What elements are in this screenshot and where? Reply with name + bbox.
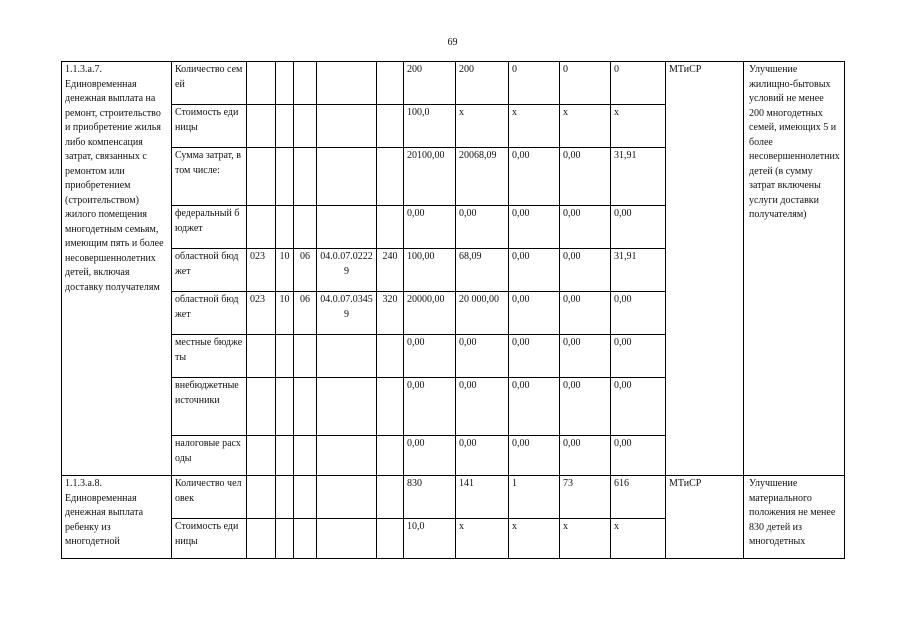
budget-code-cell <box>317 62 377 105</box>
budget-code-cell <box>247 148 276 206</box>
value-cell: 20000,00 <box>404 292 456 335</box>
value-cell: 68,09 <box>456 249 509 292</box>
budget-code-cell <box>294 436 317 476</box>
budget-code-cell <box>294 378 317 436</box>
budget-code-cell <box>377 335 404 378</box>
budget-code-cell <box>377 436 404 476</box>
budget-code-cell <box>247 519 276 559</box>
budget-code-cell <box>294 105 317 148</box>
budget-code-cell <box>317 519 377 559</box>
indicator-cell: налоговые расходы <box>172 436 247 476</box>
measure-description: 1.1.3.а.7. Единовременная денежная выплата на ремонт, строительство и приобретение жилья либо компенсация затрат, связанных с ремонтом или приобретением (строительством) жилого помещения многодетным семьям, имеющим пять и более несовершеннолетних детей, включая доставку получателям <box>62 62 172 476</box>
value-cell: 0,00 <box>456 335 509 378</box>
budget-code-cell <box>276 148 294 206</box>
table-row <box>62 476 845 519</box>
budget-code-cell <box>377 62 404 105</box>
value-cell: 616 <box>611 476 666 519</box>
value-cell: 0,00 <box>456 436 509 476</box>
value-cell: x <box>611 519 666 559</box>
value-cell: x <box>611 105 666 148</box>
budget-code-cell <box>276 476 294 519</box>
value-cell: 0 <box>560 62 611 105</box>
value-cell: x <box>560 105 611 148</box>
value-cell: 0,00 <box>509 148 560 206</box>
budget-code-cell <box>247 335 276 378</box>
value-cell: 141 <box>456 476 509 519</box>
budget-code-cell <box>294 476 317 519</box>
value-cell: 0,00 <box>509 249 560 292</box>
value-cell: 0,00 <box>404 335 456 378</box>
budget-code-cell: 10 <box>276 292 294 335</box>
executor-cell: МТиСР <box>666 476 744 559</box>
indicator-cell: Количество семей <box>172 62 247 105</box>
value-cell: x <box>456 105 509 148</box>
value-cell: 0,00 <box>404 436 456 476</box>
budget-code-cell: 04.0.07.03459 <box>317 292 377 335</box>
value-cell: 0,00 <box>611 378 666 436</box>
budget-code-cell <box>377 148 404 206</box>
expected-result-cell: Улучшение жилищно-бытовых условий не менее 200 многодетных семей, имеющих 5 и более несовершеннолетних детей (в сумму затрат включены услуги доставки получателям) <box>744 62 845 476</box>
value-cell: 0 <box>611 62 666 105</box>
value-cell: 31,91 <box>611 148 666 206</box>
value-cell: 0,00 <box>560 292 611 335</box>
value-cell: x <box>509 105 560 148</box>
indicator-cell: Стоимость единицы <box>172 105 247 148</box>
value-cell: 0,00 <box>560 335 611 378</box>
value-cell: 0,00 <box>456 206 509 249</box>
value-cell: 0,00 <box>560 249 611 292</box>
indicator-cell: Сумма затрат, в том числе: <box>172 148 247 206</box>
value-cell: 830 <box>404 476 456 519</box>
budget-code-cell <box>276 206 294 249</box>
budget-code-cell: 10 <box>276 249 294 292</box>
value-cell: 0,00 <box>509 335 560 378</box>
value-cell: 73 <box>560 476 611 519</box>
budget-code-cell <box>294 335 317 378</box>
budget-code-cell <box>317 148 377 206</box>
value-cell: 0,00 <box>509 378 560 436</box>
indicator-cell: Количество человек <box>172 476 247 519</box>
value-cell: 0,00 <box>404 206 456 249</box>
value-cell: 100,00 <box>404 249 456 292</box>
value-cell: 200 <box>456 62 509 105</box>
budget-code-cell: 023 <box>247 249 276 292</box>
indicator-cell: областной бюджет <box>172 292 247 335</box>
value-cell: 0,00 <box>509 436 560 476</box>
budget-code-cell <box>377 105 404 148</box>
executor-cell: МТиСР <box>666 62 744 476</box>
program-table <box>61 61 845 559</box>
budget-code-cell <box>247 436 276 476</box>
budget-code-cell <box>294 148 317 206</box>
value-cell: 0,00 <box>611 292 666 335</box>
budget-code-cell <box>377 476 404 519</box>
budget-code-cell: 240 <box>377 249 404 292</box>
budget-code-cell: 06 <box>294 292 317 335</box>
value-cell: 31,91 <box>611 249 666 292</box>
value-cell: 0,00 <box>404 378 456 436</box>
value-cell: 0,00 <box>560 148 611 206</box>
value-cell: 0,00 <box>509 206 560 249</box>
budget-code-cell <box>317 335 377 378</box>
value-cell: 0 <box>509 62 560 105</box>
value-cell: x <box>456 519 509 559</box>
indicator-cell: федеральный бюджет <box>172 206 247 249</box>
budget-code-cell <box>377 378 404 436</box>
budget-code-cell <box>247 206 276 249</box>
value-cell: 0,00 <box>509 292 560 335</box>
value-cell: 20 000,00 <box>456 292 509 335</box>
budget-code-cell <box>247 105 276 148</box>
indicator-cell: местные бюджеты <box>172 335 247 378</box>
budget-code-cell <box>317 105 377 148</box>
value-cell: 0,00 <box>560 436 611 476</box>
value-cell: 0,00 <box>611 436 666 476</box>
budget-code-cell <box>294 519 317 559</box>
page-number: 69 <box>447 37 458 48</box>
value-cell: 0,00 <box>560 378 611 436</box>
budget-code-cell: 023 <box>247 292 276 335</box>
budget-code-cell <box>276 436 294 476</box>
budget-code-cell <box>317 378 377 436</box>
budget-code-cell <box>247 62 276 105</box>
budget-code-cell: 06 <box>294 249 317 292</box>
value-cell: x <box>509 519 560 559</box>
budget-code-cell: 04.0.07.02229 <box>317 249 377 292</box>
budget-code-cell <box>247 476 276 519</box>
budget-code-cell <box>276 519 294 559</box>
measure-description: 1.1.3.а.8. Единовременная денежная выплата ребенку из многодетной <box>62 476 172 559</box>
value-cell: 10,0 <box>404 519 456 559</box>
expected-result-cell: Улучшение материального положения не менее 830 детей из многодетных <box>744 476 845 559</box>
indicator-cell: Стоимость единицы <box>172 519 247 559</box>
indicator-cell: областной бюджет <box>172 249 247 292</box>
budget-code-cell <box>247 378 276 436</box>
budget-code-cell <box>294 62 317 105</box>
value-cell: 20100,00 <box>404 148 456 206</box>
budget-code-cell <box>317 476 377 519</box>
budget-code-cell <box>276 378 294 436</box>
value-cell: 0,00 <box>611 335 666 378</box>
budget-code-cell <box>294 206 317 249</box>
budget-code-cell <box>276 62 294 105</box>
budget-code-cell <box>317 206 377 249</box>
value-cell: 0,00 <box>611 206 666 249</box>
value-cell: 100,0 <box>404 105 456 148</box>
budget-code-cell <box>276 335 294 378</box>
value-cell: 200 <box>404 62 456 105</box>
budget-code-cell: 320 <box>377 292 404 335</box>
budget-code-cell <box>276 105 294 148</box>
value-cell: 20068,09 <box>456 148 509 206</box>
budget-code-cell <box>377 519 404 559</box>
value-cell: 0,00 <box>560 206 611 249</box>
value-cell: 1 <box>509 476 560 519</box>
table-row <box>62 62 845 105</box>
budget-code-cell <box>377 206 404 249</box>
value-cell: 0,00 <box>456 378 509 436</box>
indicator-cell: внебюджетные источники <box>172 378 247 436</box>
budget-code-cell <box>317 436 377 476</box>
value-cell: x <box>560 519 611 559</box>
